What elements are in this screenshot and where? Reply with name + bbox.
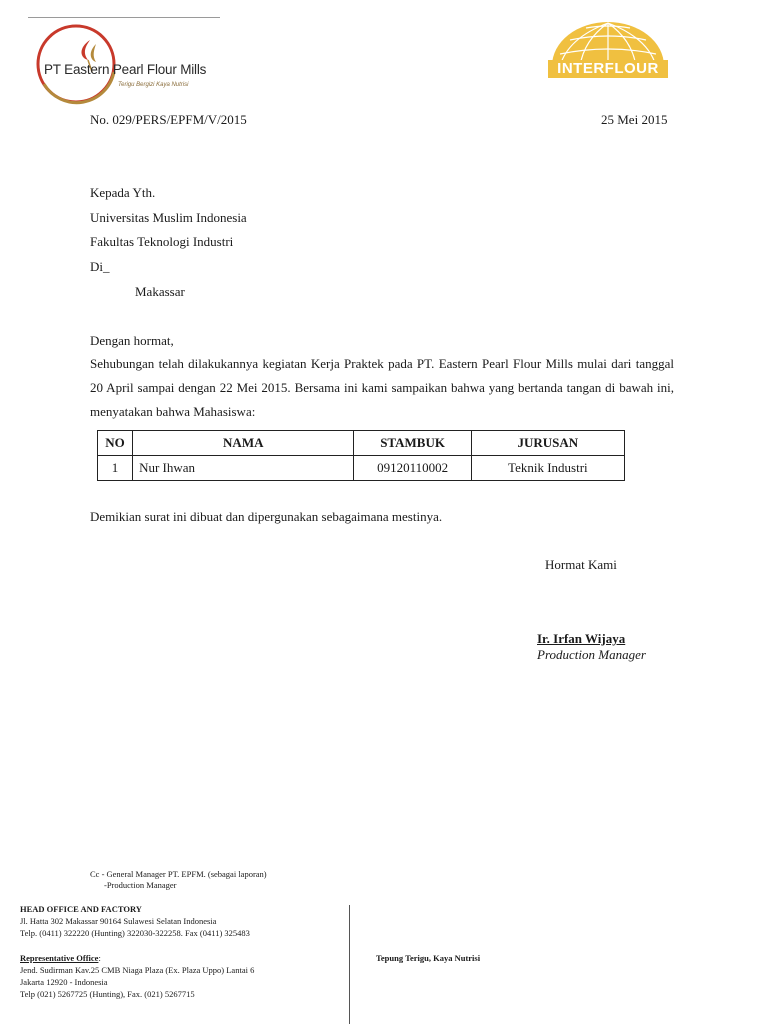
- table-header: NAMA: [133, 431, 354, 456]
- body-paragraph: Sehubungan telah dilakukannya kegiatan Kerja Praktek pada PT. Eastern Pearl Flour Mills mulai dari tanggal 20 April sampai dengan 22 Mei 2015. Bersama ini kami sampaikan bahwa yang bertanda tangan di bawah ini, menyatakan bahwa Mahasiswa:: [90, 356, 674, 419]
- letter-date: 25 Mei 2015: [601, 112, 668, 127]
- table-header: STAMBUK: [354, 431, 471, 456]
- recipient-line: Fakultas Teknologi Industri: [90, 234, 234, 249]
- table-cell: 09120110002: [354, 456, 471, 481]
- top-rule: [28, 17, 220, 18]
- cc-line: Cc - General Manager PT. EPFM. (sebagai laporan): [90, 869, 267, 879]
- table-header: NO: [98, 431, 133, 456]
- letter-number: No. 029/PERS/EPFM/V/2015: [90, 112, 247, 127]
- interflour-logo: [540, 20, 675, 84]
- rep-office-address: Jend. Sudirman Kav.25 CMB Niaga Plaza (Ex. Plaza Uppo) Lantai 6: [20, 965, 255, 975]
- interflour-logo-text: INTERFLOUR: [548, 60, 668, 78]
- footer-slogan: Tepung Terigu, Kaya Nutrisi: [376, 953, 481, 963]
- recipient-line: Di_: [90, 259, 110, 274]
- recipient-line: Universitas Muslim Indonesia: [90, 210, 247, 225]
- head-office-address: Jl. Hatta 302 Makassar 90164 Sulawesi Selatan Indonesia: [20, 916, 217, 926]
- table-row: [98, 456, 625, 481]
- rep-office-title-row: Representative Office:: [20, 953, 101, 963]
- company-logo-text: PT Eastern Pearl Flour Mills: [44, 62, 207, 77]
- closing-text: Demikian surat ini dibuat dan dipergunakan sebagaimana mestinya.: [90, 509, 443, 524]
- table-cell: 1: [98, 456, 133, 481]
- regards-text: Hormat Kami: [545, 557, 617, 572]
- rep-office-title: Representative Office: [20, 953, 99, 963]
- company-logo-tagline: Terigu Bergizi Kaya Nutrisi: [118, 82, 189, 88]
- recipient-city: Makassar: [135, 284, 185, 299]
- table-header-row: [98, 431, 625, 456]
- recipient-line: Kepada Yth.: [90, 185, 156, 200]
- company-logo: [30, 22, 220, 106]
- table-cell: Nur Ihwan: [133, 456, 354, 481]
- head-office-title: HEAD OFFICE AND FACTORY: [20, 904, 142, 914]
- rep-office-phone: Telp (021) 5267725 (Hunting), Fax. (021) 5267715: [20, 989, 195, 999]
- head-office-phone: Telp. (0411) 322220 (Hunting) 322030-322258. Fax (0411) 325483: [20, 928, 250, 938]
- signatory-position: Production Manager: [537, 647, 646, 662]
- footer-divider: [349, 905, 350, 1024]
- student-table: [97, 430, 625, 481]
- signatory-name: Ir. Irfan Wijaya: [537, 631, 626, 646]
- rep-office-city: Jakarta 12920 - Indonesia: [20, 977, 108, 987]
- table-cell: Teknik Industri: [471, 456, 624, 481]
- salutation: Dengan hormat,: [90, 333, 174, 348]
- table-header: JURUSAN: [471, 431, 624, 456]
- cc-line: -Production Manager: [104, 880, 177, 890]
